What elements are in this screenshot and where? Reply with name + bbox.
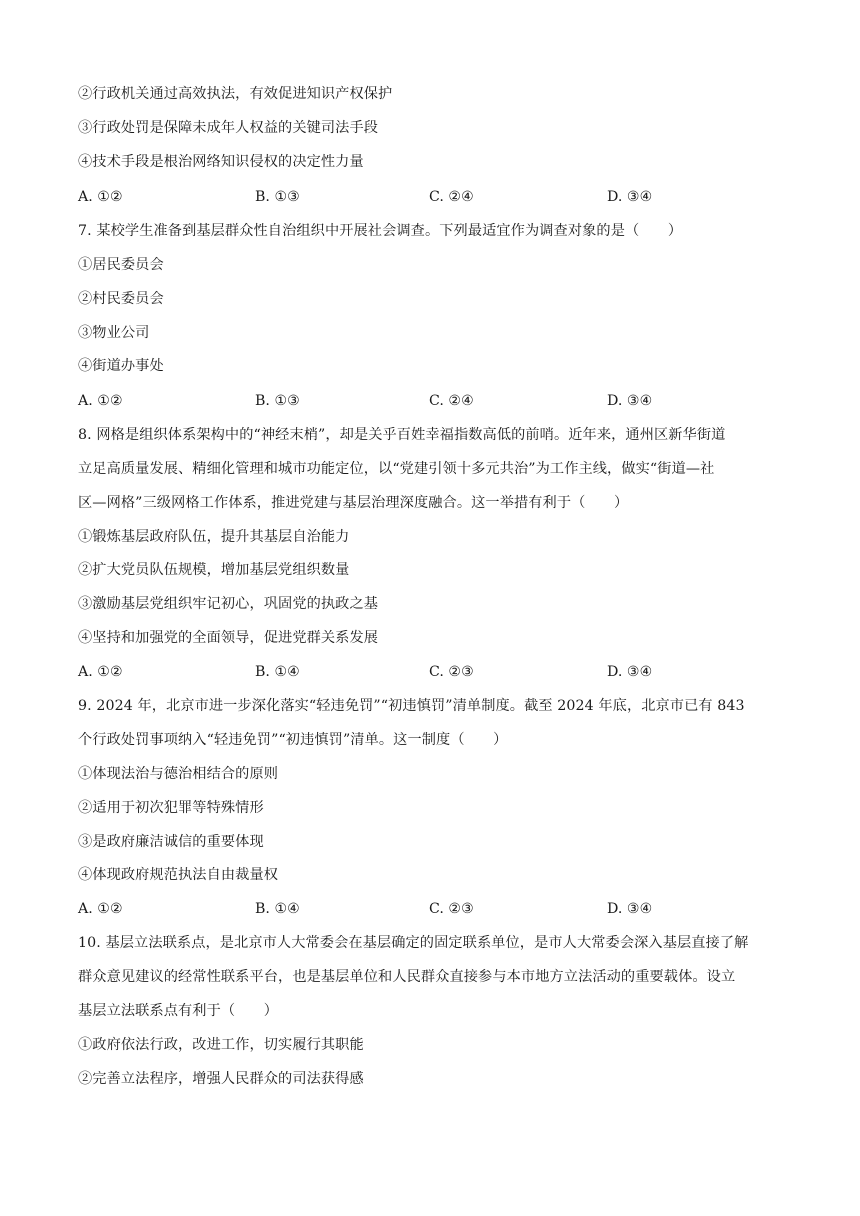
q6-option-a: A. ①②: [78, 189, 123, 205]
q6-option-d: D. ③④: [607, 189, 653, 205]
q7-stem: 7. 某校学生准备到基层群众性自治组织中开展社会调查。下列最适宜作为调查对象的是（ ）: [78, 223, 683, 239]
q9-option-c: C. ②③: [429, 901, 474, 917]
q8-stem-line-3: 区—网格”三级网格工作体系，推进党建与基层治理深度融合。这一举措有利于（ ）: [78, 495, 629, 511]
q10-item-1: ①政府依法行政，改进工作，切实履行其职能: [78, 1037, 364, 1053]
q8-item-2: ②扩大党员队伍规模，增加基层党组织数量: [78, 562, 350, 578]
q9-option-d: D. ③④: [607, 901, 653, 917]
q9-option-b: B. ①④: [255, 901, 300, 917]
q6-item-3: ③行政处罚是保障未成年人权益的关键司法手段: [78, 120, 379, 136]
q8-option-b: B. ①④: [255, 664, 300, 680]
q10-stem-line-3: 基层立法联系点有利于（ ）: [78, 1003, 279, 1019]
q9-item-2: ②适用于初次犯罪等特殊情形: [78, 800, 264, 816]
q7-item-3: ③物业公司: [78, 325, 150, 341]
q7-item-1: ①居民委员会: [78, 257, 164, 273]
q7-option-d: D. ③④: [607, 393, 653, 409]
q7-item-4: ④街道办事处: [78, 358, 164, 374]
q9-stem-line-1: 9. 2024 年，北京市进一步深化落实“轻违免罚”“初违慎罚”清单制度。截至 2024 年底，北京市已有 843: [78, 698, 745, 714]
q8-item-1: ①锻炼基层政府队伍，提升其基层自治能力: [78, 529, 350, 545]
q8-stem-line-1: 8. 网格是组织体系架构中的“神经末梢”，却是关乎百姓幸福指数高低的前哨。近年来，通州区新华街道: [78, 427, 726, 443]
q9-item-3: ③是政府廉洁诚信的重要体现: [78, 834, 264, 850]
q8-option-c: C. ②③: [429, 664, 474, 680]
q6-option-b: B. ①③: [255, 189, 300, 205]
q9-item-4: ④体现政府规范执法自由裁量权: [78, 867, 279, 883]
q8-item-4: ④坚持和加强党的全面领导，促进党群关系发展: [78, 630, 379, 646]
q7-item-2: ②村民委员会: [78, 291, 164, 307]
q10-item-2: ②完善立法程序，增强人民群众的司法获得感: [78, 1071, 364, 1087]
q6-option-c: C. ②④: [429, 189, 474, 205]
q9-option-a: A. ①②: [78, 901, 123, 917]
q10-stem-line-2: 群众意见建议的经常性联系平台，也是基层单位和人民群众直接参与本市地方立法活动的重要载体。设立: [78, 969, 736, 985]
q9-item-1: ①体现法治与德治相结合的原则: [78, 766, 279, 782]
q7-option-c: C. ②④: [429, 393, 474, 409]
q6-item-4: ④技术手段是根治网络知识侵权的决定性力量: [78, 154, 364, 170]
q6-item-2: ②行政机关通过高效执法，有效促进知识产权保护: [78, 86, 393, 102]
q8-option-a: A. ①②: [78, 664, 123, 680]
q8-item-3: ③激励基层党组织牢记初心，巩固党的执政之基: [78, 596, 379, 612]
q9-stem-line-2: 个行政处罚事项纳入“轻违免罚”“初违慎罚”清单。这一制度（ ）: [78, 732, 508, 748]
q8-option-d: D. ③④: [607, 664, 653, 680]
q7-option-b: B. ①③: [255, 393, 300, 409]
q7-option-a: A. ①②: [78, 393, 123, 409]
q10-stem-line-1: 10. 基层立法联系点，是北京市人大常委会在基层确定的固定联系单位，是市人大常委会深入基层直接了解: [78, 935, 749, 951]
q8-stem-line-2: 立足高质量发展、精细化管理和城市功能定位，以“党建引领十多元共治”为工作主线，做实“街道—社: [78, 461, 715, 477]
